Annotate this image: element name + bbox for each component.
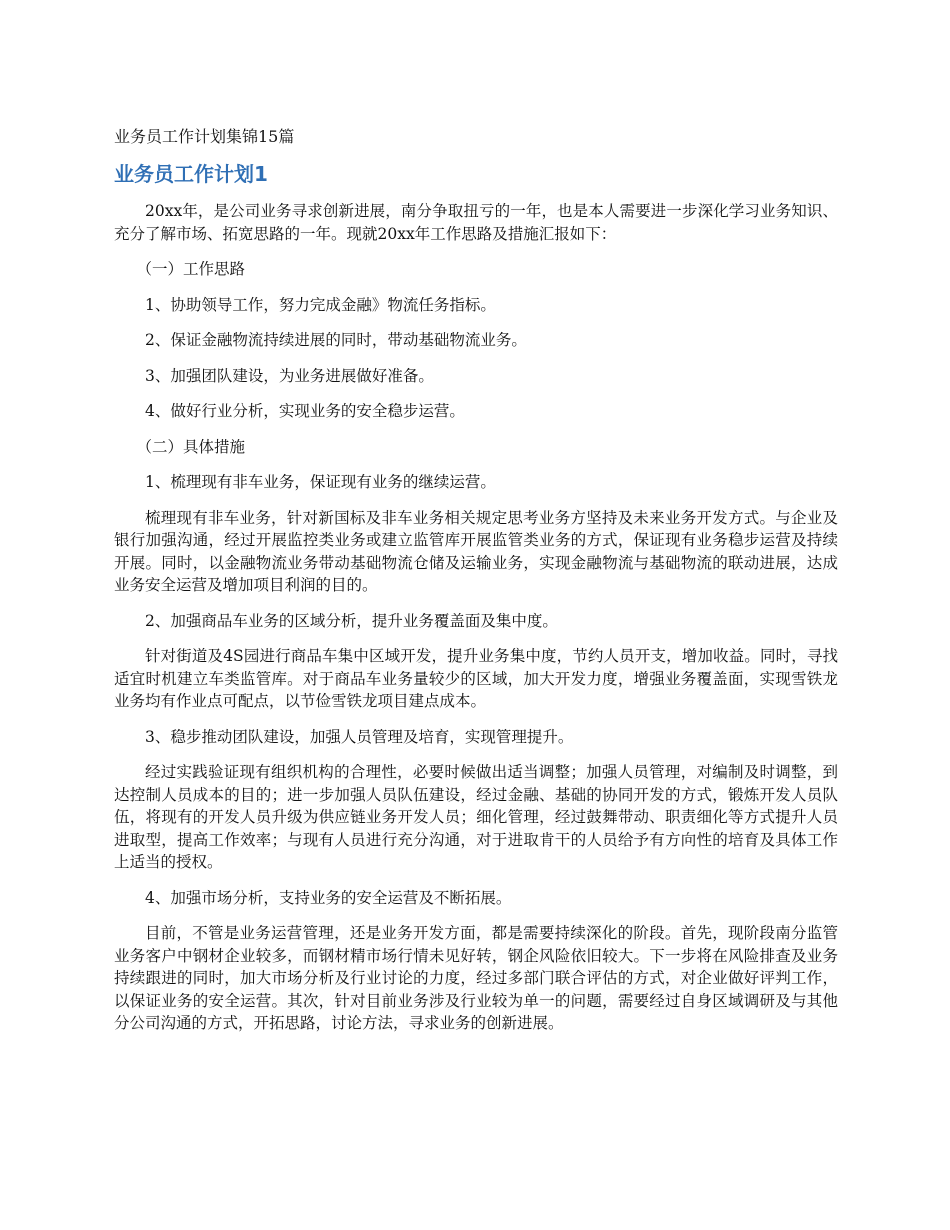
- measure-body: 经过实践验证现有组织机构的合理性，必要时候做出适当调整；加强人员管理，对编制及时调整，到达控制人员成本的目的；进一步加强人员队伍建设，经过金融、基础的协同开发的方式，锻炼开发人员队伍，将现有的开发人员升级为供应链业务开发人员；细化管理，经过鼓舞带动、职责细化等方式提升人员进取型，提高工作效率；与现有人员进行充分沟通，对于进取肯干的人员给予有方向性的培育及具体工作上适当的授权。: [114, 763, 838, 871]
- section-heading: 业务员工作计划1: [114, 162, 268, 186]
- part2-title: （二）具体措施: [136, 437, 245, 456]
- list-item: 1、协助领导工作，努力完成金融》物流任务指标。: [145, 295, 496, 314]
- measure-body: 目前，不管是业务运营管理，还是业务开发方面，都是需要持续深化的阶段。首先，现阶段南分监管业务客户中钢材企业较多，而钢材精市场行情未见好转，钢企风险依旧较大。下一步将在风险排查及业务持续跟进的同时，加大市场分析及行业讨论的力度，经过多部门联合评估的方式，对企业做好评判工作，以保证业务的安全运营。其次，针对目前业务涉及行业较为单一的问题，需要经过自身区域调研及与其他分公司沟通的方式，开拓思路，讨论方法，寻求业务的创新进展。: [114, 924, 838, 1032]
- list-item: 4、做好行业分析，实现业务的安全稳步运营。: [145, 402, 465, 420]
- measure-heading: 4、加强市场分析，支持业务的安全运营及不断拓展。: [145, 888, 512, 907]
- measure-heading: 3、稳步推动团队建设，加强人员管理及培育，实现管理提升。: [145, 727, 574, 746]
- document-title: 业务员工作计划集锦15篇: [114, 127, 295, 146]
- document-page: [114, 124, 838, 1048]
- list-item: 2、保证金融物流持续进展的同时，带动基础物流业务。: [145, 331, 527, 349]
- measure-body: 梳理现有非车业务，针对新国标及非车业务相关规定思考业务方坚持及未来业务开发方式。与企业及银行加强沟通，经过开展监控类业务或建立监管库开展监管类业务的方式，保证现有业务稳步运营及持续开展。同时，以金融物流业务带动基础物流仓储及运输业务，实现金融物流与基础物流的联动进展，达成业务安全运营及增加项目利润的目的。: [114, 508, 838, 594]
- list-item: 3、加强团队建设，为业务进展做好准备。: [145, 366, 434, 385]
- measure-heading: 2、加强商品车业务的区域分析，提升业务覆盖面及集中度。: [145, 611, 558, 630]
- intro-paragraph: 20xx年，是公司业务寻求创新进展，南分争取扭亏的一年，也是本人需要进一步深化学习业务知识、充分了解市场、拓宽思路的一年。现就20xx年工作思路及措施汇报如下：: [114, 202, 838, 243]
- part1-title: （一）工作思路: [136, 260, 245, 278]
- measure-heading: 1、梳理现有非车业务，保证现有业务的继续运营。: [145, 473, 496, 491]
- measure-body: 针对街道及4S园进行商品车集中区域开发，提升业务集中度，节约人员开支，增加收益。同时，寻找适宜时机建立车类监管库。对于商品车业务量较少的区域，加大开发力度，增强业务覆盖面，实现雪铁龙业务均有作业点可配点，以节俭雪铁龙项目建点成本。: [114, 647, 838, 710]
